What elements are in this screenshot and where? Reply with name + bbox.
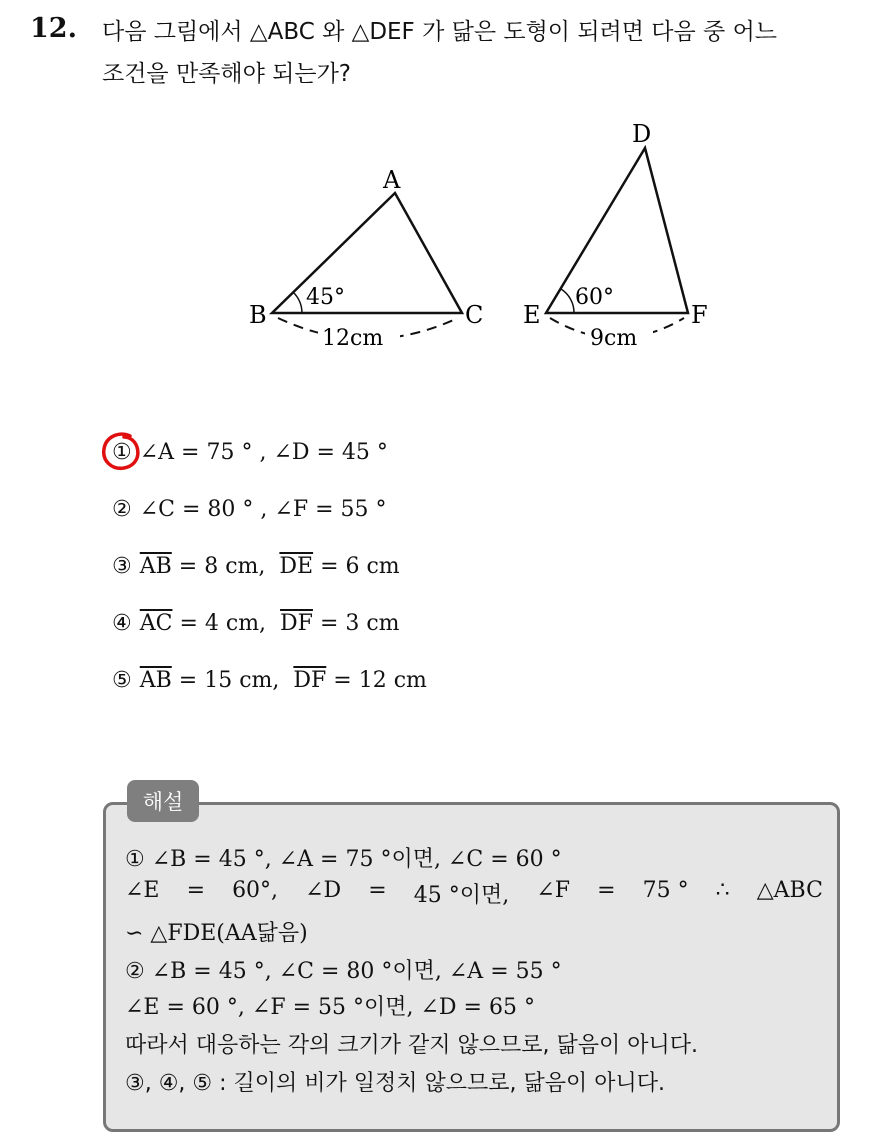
solution-line-1: ① ∠B = 45 °, ∠A = 75 °이면, ∠C = 60 °	[125, 847, 562, 872]
solution-line-5: ∠E = 60 °, ∠F = 55 °이면, ∠D = 65 °	[125, 995, 535, 1020]
solution-line-7: ③, ④, ⑤ : 길이의 비가 일정치 않으므로, 닮음이 아니다.	[125, 1071, 666, 1096]
option-3-text-2: = 6 cm	[313, 554, 400, 579]
solution-line-2-part: =	[368, 878, 387, 903]
vertex-b-label: B	[249, 301, 267, 329]
solution-line-3: ∽ △FDE(AA닮음)	[125, 921, 308, 946]
side-ef-label: 9cm	[590, 326, 638, 351]
option-2-text: ∠C = 80 ° , ∠F = 55 °	[139, 497, 387, 522]
option-2[interactable]	[112, 497, 387, 522]
option-4[interactable]	[112, 611, 400, 636]
solution-tag: 해설	[127, 780, 199, 822]
option-5-text-1: = 15 cm,	[171, 668, 294, 693]
angle-e-label: 60°	[575, 285, 614, 310]
option-4-text-1: = 4 cm,	[172, 611, 281, 636]
solution-line-2-part: 60°,	[232, 878, 279, 903]
vertex-c-label: C	[465, 301, 484, 329]
vertex-d-label: D	[632, 120, 652, 148]
option-2-number: ②	[112, 497, 132, 522]
option-1-text: ∠A = 75 ° , ∠D = 45 °	[139, 440, 388, 465]
option-5-text-2: = 12 cm	[326, 668, 427, 693]
solution-line-2-part: 75 °	[642, 878, 689, 903]
solution-line-2-part: 45 °이면,	[413, 883, 510, 908]
option-3-number: ③	[112, 554, 132, 579]
solution-line-2-part: =	[597, 878, 616, 903]
question-text-line1: 다음 그림에서 △ABC 와 △DEF 가 닮은 도형이 되려면 다음 중 어느	[102, 19, 778, 45]
side-bc-label: 12cm	[322, 326, 384, 351]
angle-e-arc	[561, 289, 574, 313]
option-4-text-2: = 3 cm	[312, 611, 400, 636]
option-5-segment-2: $\overline{DF}$	[293, 668, 327, 693]
option-3[interactable]	[112, 554, 400, 579]
solution-line-2-part: △ABC	[756, 878, 823, 903]
question-text-line2: 조건을 만족해야 되는가?	[102, 61, 352, 87]
solution-line-6: 따라서 대응하는 각의 크기가 같지 않으므로, 닮음이 아니다.	[125, 1033, 698, 1058]
solution-line-2	[125, 878, 823, 909]
option-5[interactable]	[112, 668, 427, 693]
option-3-segment-2: $\overline{DE}$	[279, 554, 314, 579]
triangle-abc	[272, 193, 462, 313]
option-5-segment-1: $\overline{AB}$	[139, 668, 172, 693]
solution-line-2-part: ∴	[715, 878, 730, 903]
solution-line-2-part: ∠D	[305, 878, 342, 903]
angle-b-label: 45°	[306, 285, 345, 310]
option-5-number: ⑤	[112, 668, 132, 693]
solution-line-2-part: ∠E	[125, 878, 160, 903]
triangle-def	[546, 148, 688, 313]
option-3-text-1: = 8 cm,	[171, 554, 280, 579]
angle-b-arc	[293, 292, 302, 313]
vertex-a-label: A	[383, 166, 401, 194]
solution-line-2-part: ∠F	[536, 878, 571, 903]
option-1-number: ①	[112, 440, 132, 465]
vertex-e-label: E	[523, 301, 541, 329]
option-1[interactable]	[112, 440, 388, 465]
solution-line-4: ② ∠B = 45 °, ∠C = 80 °이면, ∠A = 55 °	[125, 959, 562, 984]
option-4-segment-1: $\overline{AC}$	[139, 611, 173, 636]
option-4-number: ④	[112, 611, 132, 636]
option-3-segment-1: $\overline{AB}$	[139, 554, 172, 579]
triangle-figure	[0, 0, 884, 400]
solution-line-2-part: =	[186, 878, 205, 903]
question-number: 12.	[30, 13, 77, 44]
option-4-segment-2: $\overline{DF}$	[280, 611, 313, 636]
vertex-f-label: F	[691, 301, 708, 329]
